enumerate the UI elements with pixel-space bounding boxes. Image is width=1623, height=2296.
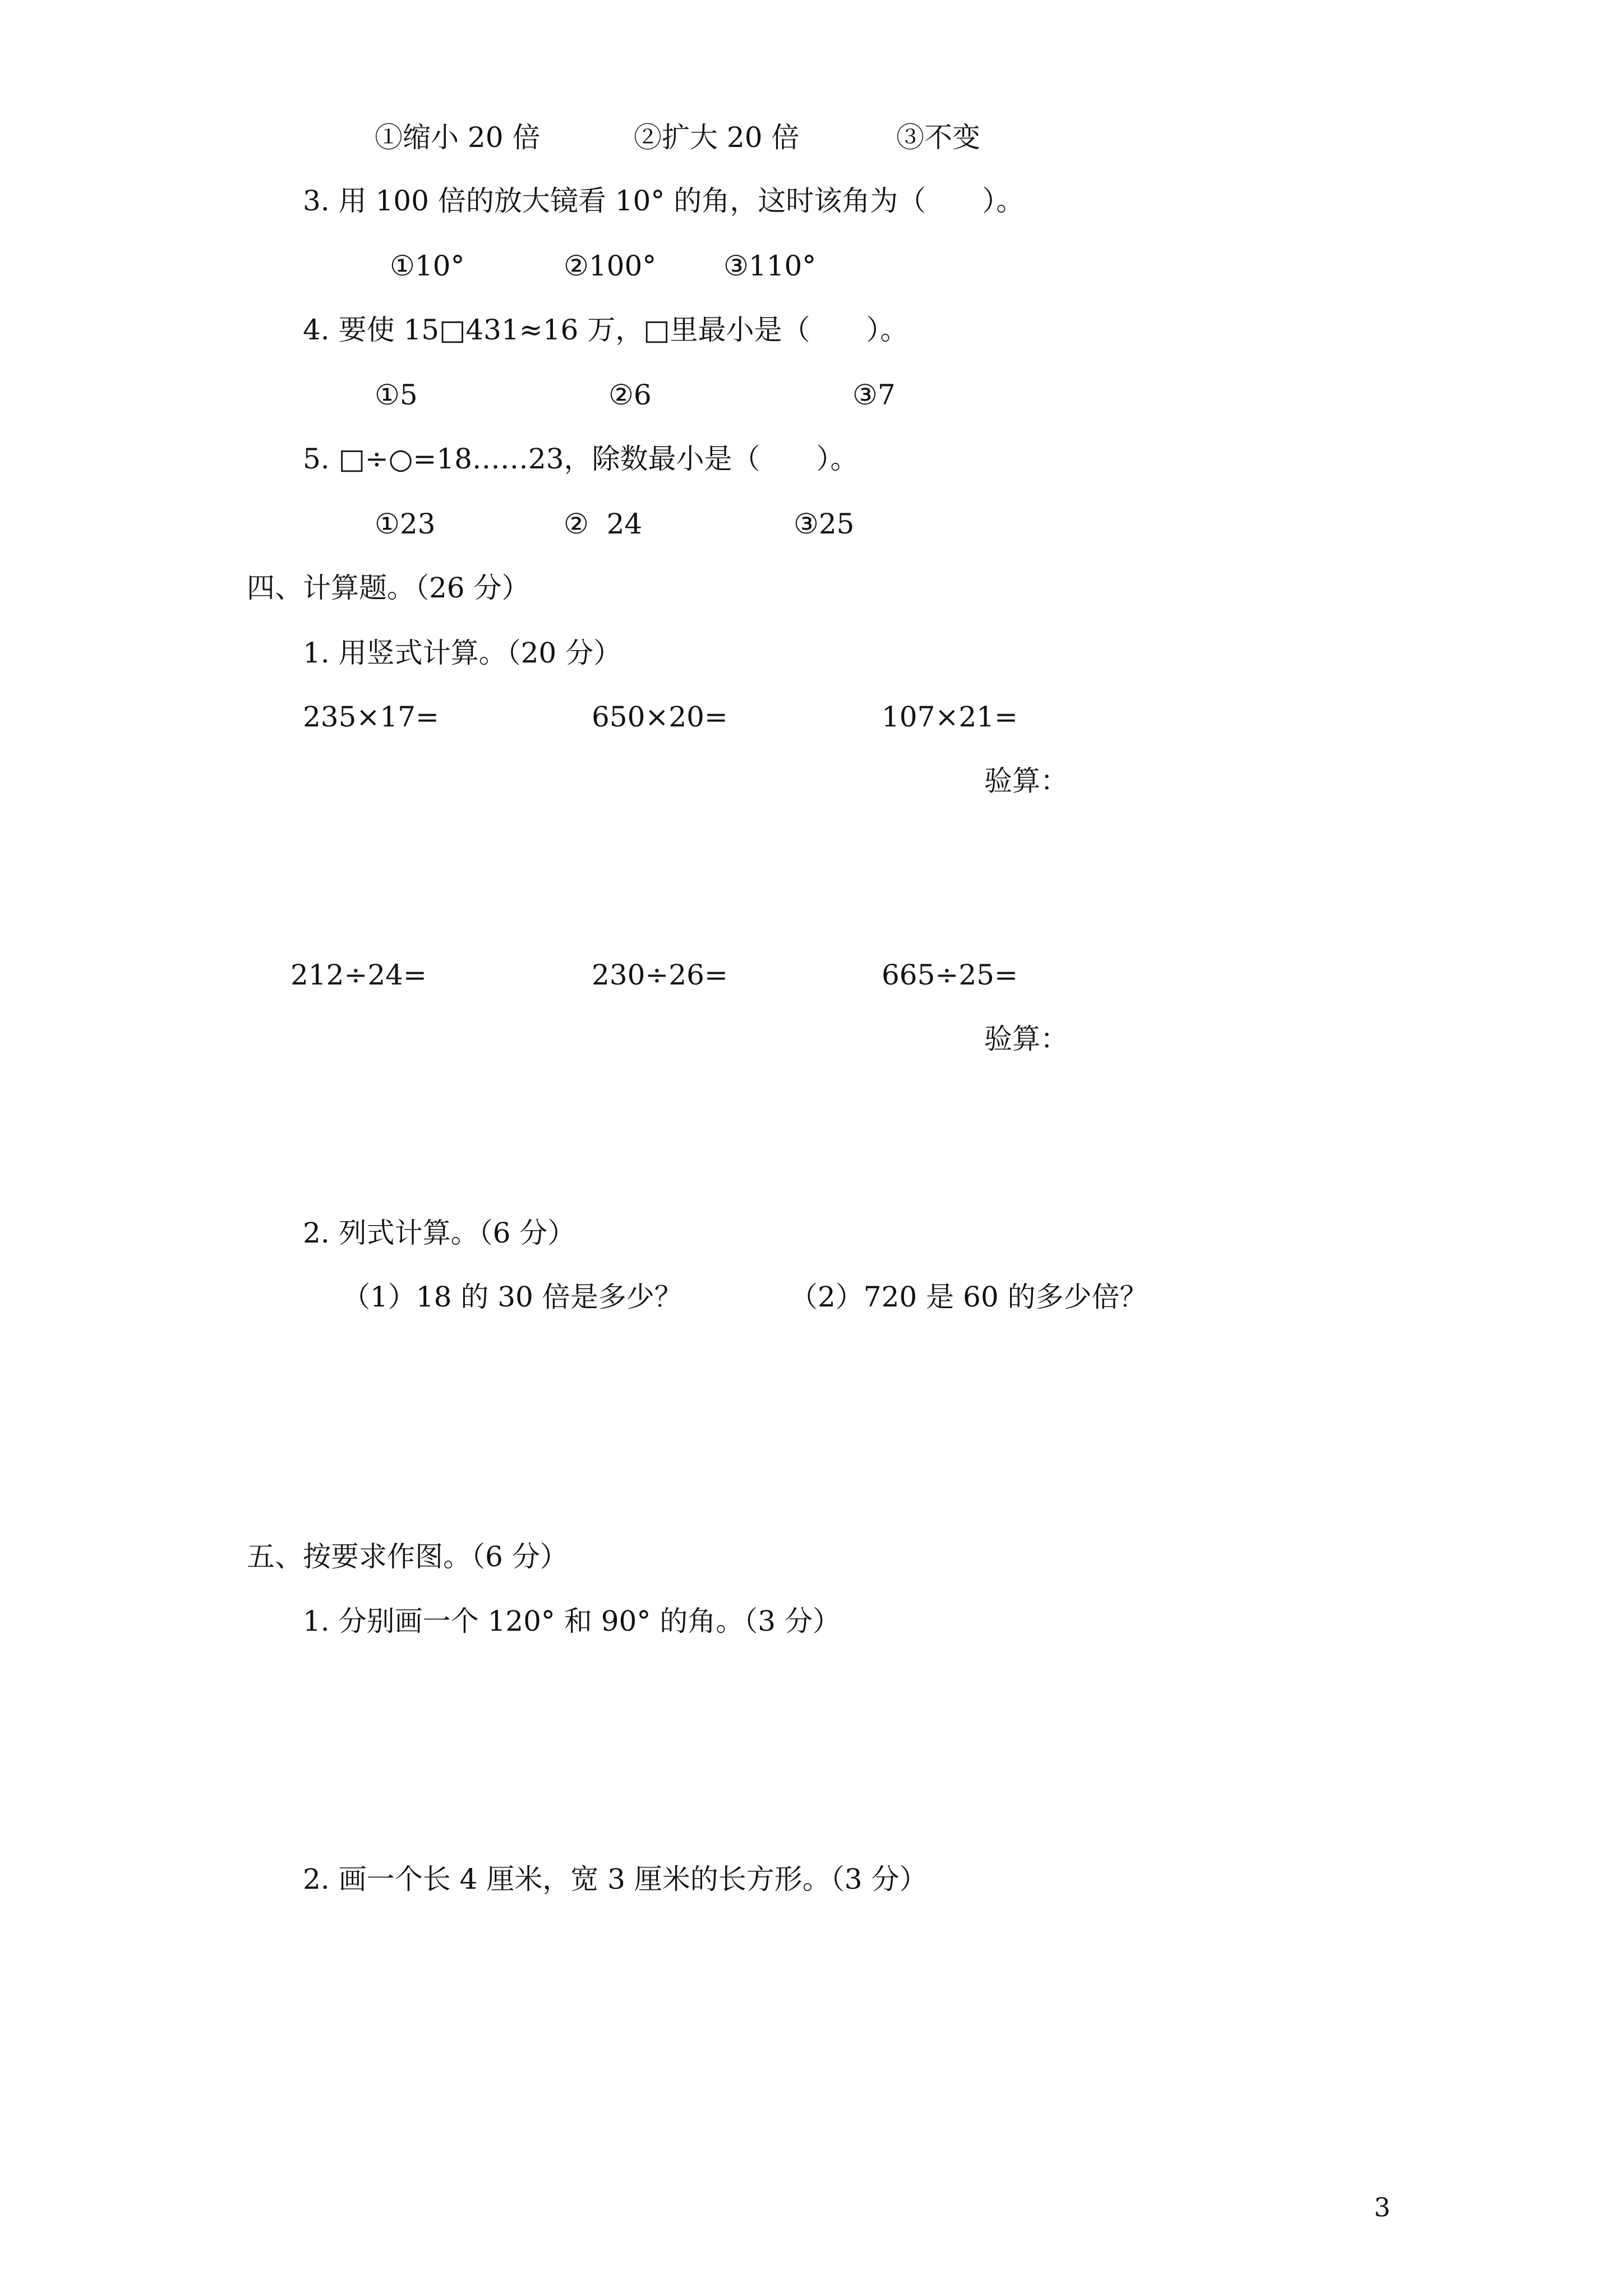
page-number: 3	[1374, 2192, 1391, 2223]
section-4-subheading-1: 1. 用竖式计算。（20 分）	[303, 637, 622, 669]
question-5-option-2: ② 24	[564, 508, 643, 540]
mult-problem-2: 650×20=	[592, 701, 728, 733]
question-3-option-2: ②100°	[564, 250, 657, 282]
section-4-subheading-2: 2. 列式计算。（6 分）	[303, 1217, 576, 1249]
question-4-option-1: ①5	[375, 379, 418, 411]
section-5-subheading-2: 2. 画一个长 4 厘米，宽 3 厘米的长方形。（3 分）	[303, 1863, 928, 1895]
option-2: ②扩大 20 倍	[634, 121, 800, 154]
question-5-option-3: ③25	[794, 508, 855, 540]
question-3-stem: 3. 用 100 倍的放大镜看 10° 的角，这时该角为（ ）。	[303, 185, 1025, 217]
div-problem-1: 212÷24=	[291, 959, 427, 991]
word-problem-2: （2）720 是 60 的多少倍？	[790, 1281, 1148, 1313]
word-problem-1: （1）18 的 30 倍是多少？	[342, 1281, 683, 1313]
question-4-stem: 4. 要使 15□431≈16 万，□里最小是（ ）。	[303, 314, 909, 346]
section-5-heading: 五、按要求作图。（6 分）	[247, 1540, 568, 1573]
question-3-option-1: ①10°	[390, 250, 465, 282]
check-label-1: 验算：	[984, 765, 1068, 797]
question-5-stem: 5. □÷○=18……23，除数最小是（ ）。	[303, 443, 859, 475]
option-3: ③不变	[896, 121, 980, 154]
mult-problem-3: 107×21=	[882, 701, 1018, 733]
section-5-subheading-1: 1. 分别画一个 120° 和 90° 的角。（3 分）	[303, 1605, 841, 1637]
option-1: ①缩小 20 倍	[375, 121, 541, 154]
section-4-heading: 四、计算题。（26 分）	[247, 572, 530, 604]
question-4-option-3: ③7	[852, 379, 896, 411]
question-4-option-2: ②6	[608, 379, 652, 411]
check-label-2: 验算：	[984, 1023, 1068, 1055]
question-5-option-1: ①23	[375, 508, 436, 540]
div-problem-3: 665÷25=	[882, 959, 1018, 991]
question-3-option-3: ③110°	[723, 250, 817, 282]
mult-problem-1: 235×17=	[303, 701, 439, 733]
div-problem-2: 230÷26=	[592, 959, 728, 991]
